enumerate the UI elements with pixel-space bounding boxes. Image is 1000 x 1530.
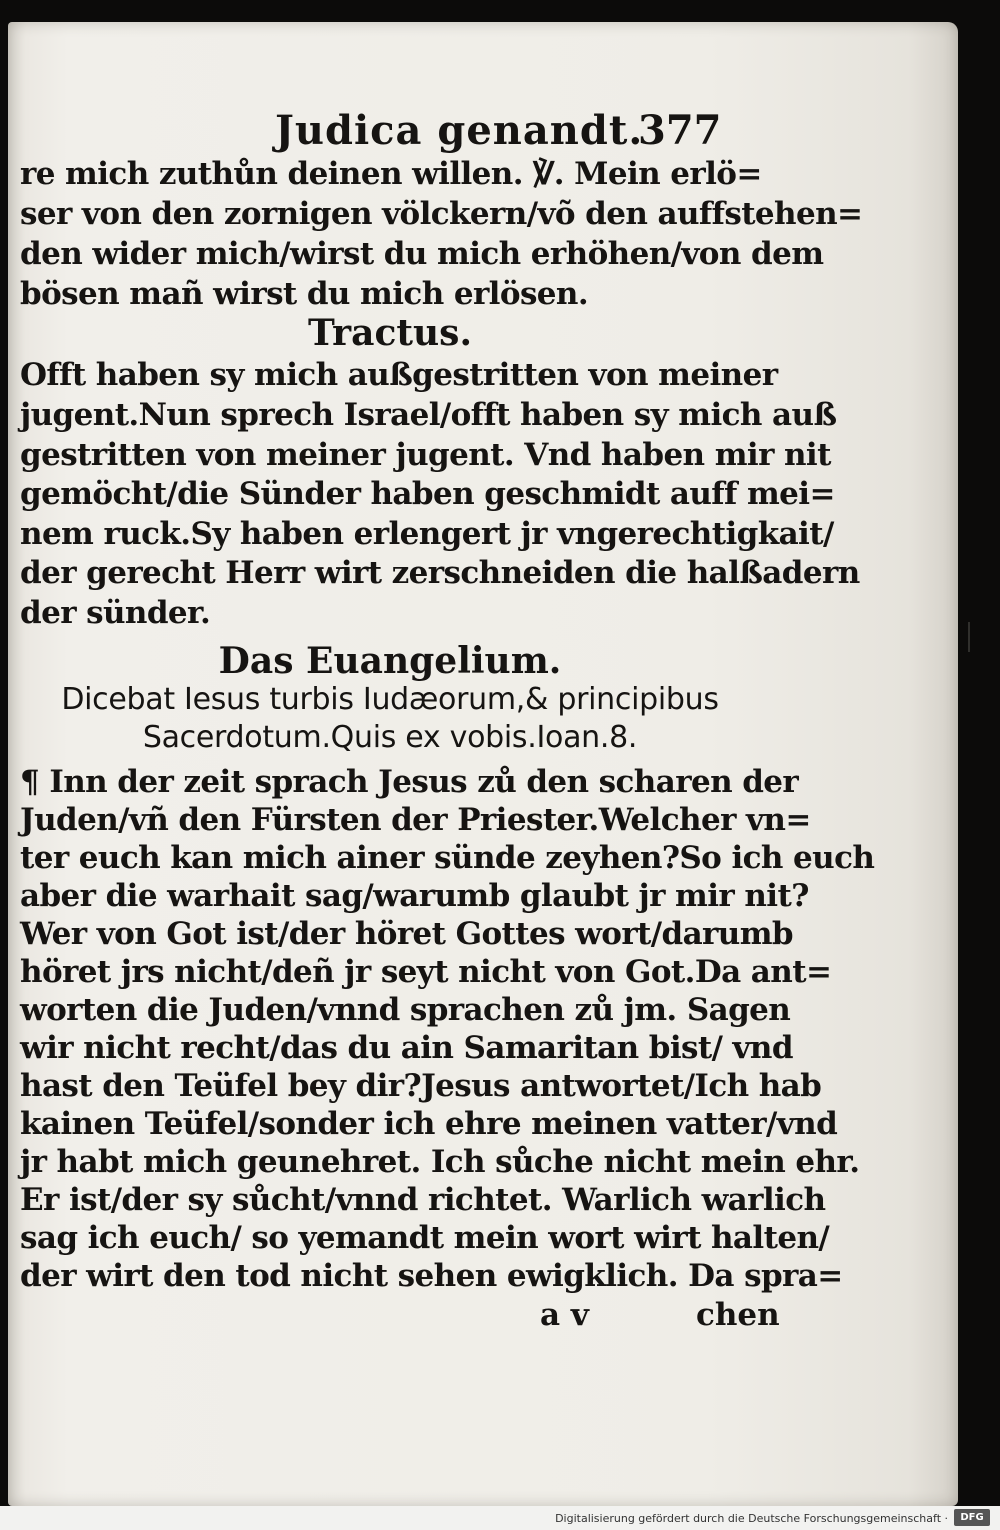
text-line: gemöcht/die Sünder haben geschmidt auff mei=: [20, 476, 835, 512]
dfg-logo: DFG: [954, 1509, 990, 1526]
text-line: der gerecht Herr wirt zerschneiden die halßadern: [20, 555, 860, 591]
signature-mark: a v: [540, 1297, 589, 1333]
text-line: hast den Teüfel bey dir?Jesus antwortet/Ich hab: [20, 1068, 822, 1104]
text-line: der sünder.: [20, 595, 211, 631]
text-line: aber die warhait sag/warumb glaubt jr mir nit?: [20, 878, 809, 914]
text-line: der wirt den tod nicht sehen ewigklich. Da spra=: [20, 1258, 843, 1294]
text-line: höret jrs nicht/deñ jr seyt nicht von Got.Da ant=: [20, 954, 832, 990]
book-page: [8, 22, 958, 1506]
text-line: nem ruck.Sy haben erlengert jr vngerechtigkait/: [20, 516, 834, 552]
page-edge-mark: [968, 622, 970, 652]
text-line: kainen Teüfel/sonder ich ehre meinen vatter/vnd: [20, 1106, 838, 1142]
tractus-heading: Tractus.: [308, 312, 472, 354]
text-line: den wider mich/wirst du mich erhöhen/von dem: [20, 236, 824, 272]
text-line: sag ich euch/ so yemandt mein wort wirt halten/: [20, 1220, 830, 1256]
text-line: Juden/vñ den Fürsten der Priester.Welcher vn=: [20, 802, 811, 838]
text-line: jugent.Nun sprech Israel/offt haben sy mich auß: [20, 397, 837, 433]
text-line: Offt haben sy mich außgestritten von meiner: [20, 357, 778, 393]
text-line: ¶ Inn der zeit sprach Jesus zů den scharen der: [20, 764, 799, 800]
text-line: re mich zuthůn deinen willen. ℣. Mein erlö=: [20, 156, 762, 192]
text-line: worten die Juden/vnnd sprachen zů jm. Sagen: [20, 992, 791, 1028]
catchword: chen: [696, 1297, 780, 1333]
text-line: wir nicht recht/das du ain Samaritan bist/ vnd: [20, 1030, 793, 1066]
text-line: ter euch kan mich ainer sünde zeyhen?So ich euch: [20, 840, 875, 876]
gospel-heading: Das Euangelium.: [218, 640, 562, 682]
text-line: Er ist/der sy sůcht/vnnd richtet. Warlich warlich: [20, 1182, 826, 1218]
page-number: 377: [638, 107, 722, 154]
text-line: Wer von Got ist/der höret Gottes wort/darumb: [20, 916, 794, 952]
text-line: jr habt mich geunehret. Ich sůche nicht mein ehr.: [20, 1144, 860, 1180]
text-line: bösen mañ wirst du mich erlösen.: [20, 276, 589, 312]
running-head: Judica genandt.: [275, 107, 644, 154]
latin-incipit-line: Sacerdotum.Quis ex vobis.Ioan.8.: [142, 720, 638, 755]
digitization-credit: Digitalisierung gefördert durch die Deutsche Forschungsgemeinschaft ·: [555, 1512, 948, 1525]
latin-incipit-line: Dicebat Iesus turbis Iudæorum,& principibus: [61, 682, 719, 717]
text-line: gestritten von meiner jugent. Vnd haben mir nit: [20, 437, 831, 473]
text-line: ser von den zornigen völckern/võ den auffstehen=: [20, 196, 863, 232]
